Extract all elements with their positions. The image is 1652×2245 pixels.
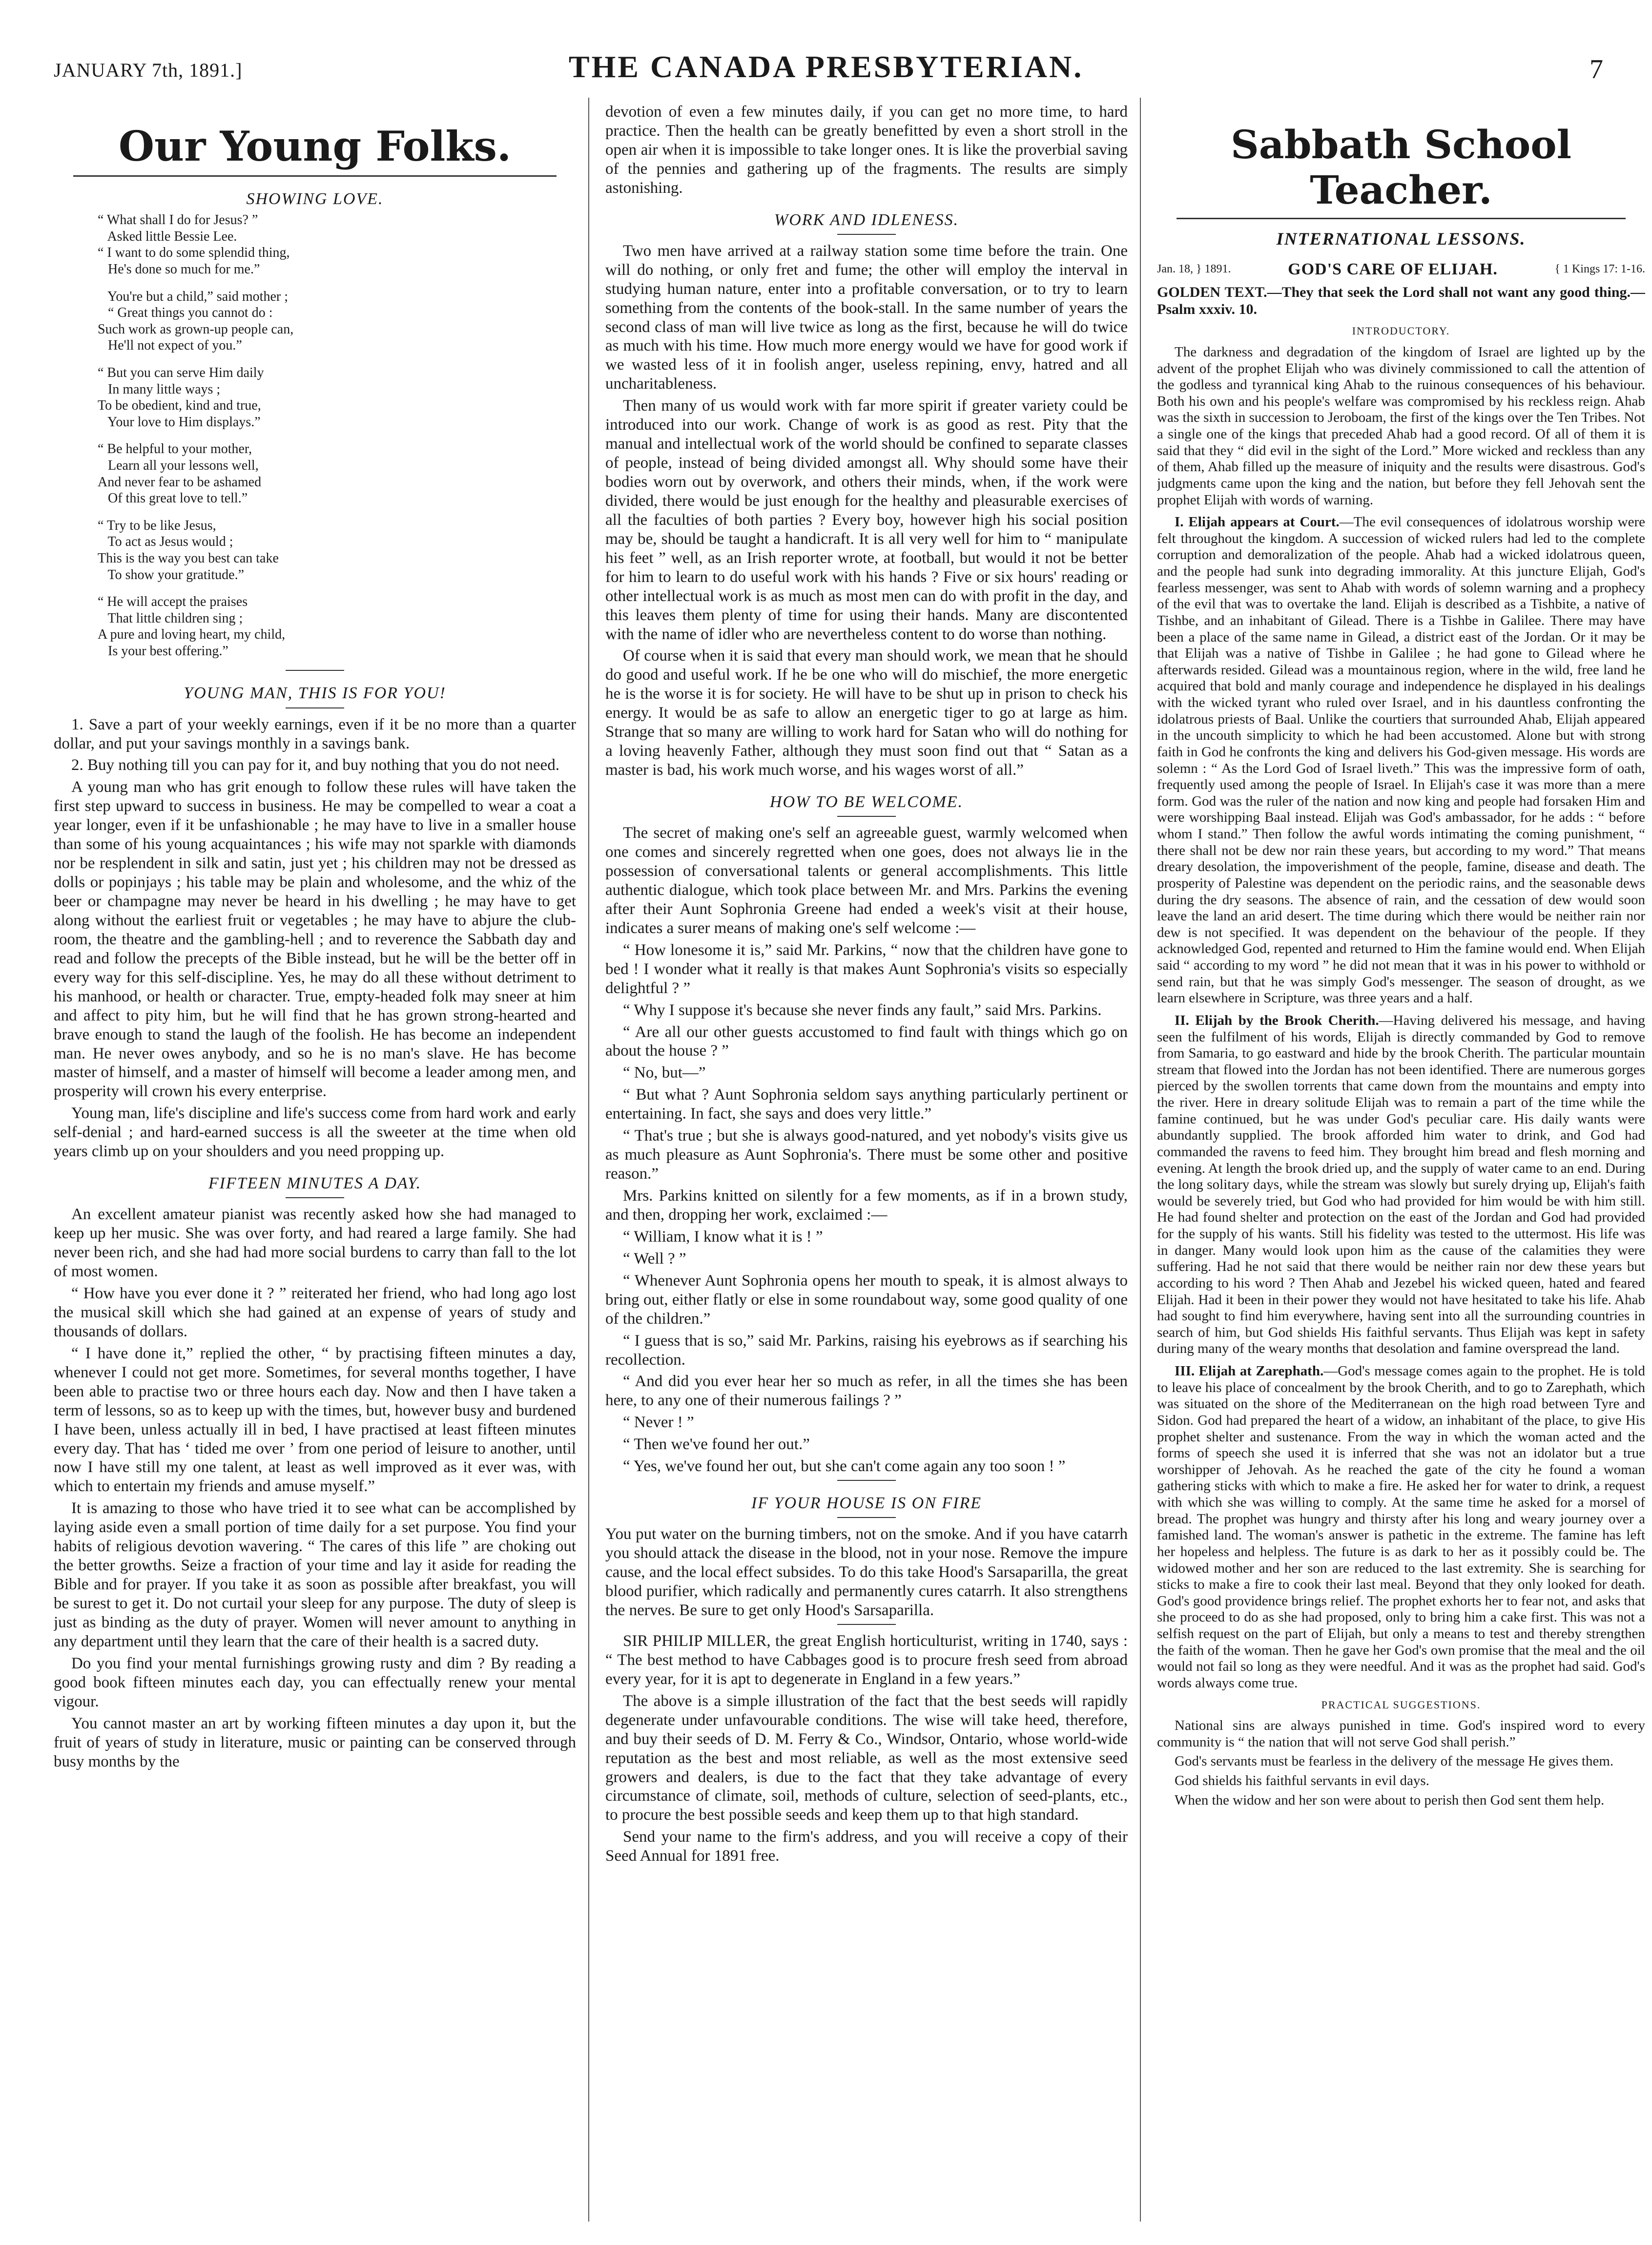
- practical-heading: PRACTICAL SUGGESTIONS.: [1321, 1698, 1481, 1711]
- poem-line: To be obedient, kind and true,: [98, 398, 261, 414]
- lesson-introduction: [1157, 344, 1645, 508]
- lesson-section-text: —God's message comes again to the prophet. He is told to leave his place of concealment by the brook Cherith, and to go to Zarephath, which was situated on the shore of the Mediterranean on the high road between Tyre and Sidon. God had prepared the heart of a widow, an inhabitant of the place, to give His prophet shelter and sustenance. From the way in which the woman acted and the forms of speech she used it is inferred that she was not an idolator but a true worshipper of Jehovah. As he reached the gate of the city he found a woman gathering sticks with which to make a fire. He asked her for water to drink, a request with which she was willing to comply. At the same time he asked for a morsel of bread. The prophet was hungry and thirsty after his long and weary journey over a famished land. The woman's answer is pathetic in the extreme. The famine has left her hopeless and helpless. The future is as dark to her as it possibly could be. The widowed mother and her son are reduced to the last extremity. She is searching for sticks to make a fire to cook their last meal. Beyond that they only looked for death. God's good providence brings relief. The prophet exhorts her to fear not, and asks that she proceed to do as she had proposed, only to bring him a cake first. This was not a selfish request on the part of Elijah, but only a means to test and thereby strengthen the faith of the woman. Then he gave her God's own promise that the meal and the oil would not fail so long as they were needful. And it was as the prophet had said. God's words always come true.: [1157, 1363, 1645, 1691]
- paragraph: Young man, life's discipline and life's success come from hard work and early self-denial ; and hard-earned success is all the sweeter at the time when old years climb up on your shoulders and you need propping up.: [54, 1104, 576, 1161]
- divider: [286, 1197, 344, 1198]
- poem: [98, 212, 576, 659]
- divider: [286, 707, 344, 708]
- divider: [1177, 218, 1626, 219]
- poem-line: “ I want to do some splendid thing,: [98, 245, 290, 261]
- article-body-welcome: [605, 824, 1128, 1476]
- page-header: [0, 0, 1652, 98]
- issue-date: JANUARY 7th, 1891.]: [54, 59, 243, 81]
- paragraph: “ How lonesome it is,” said Mr. Parkins, “ now that the children have gone to bed ! I wonder what it really is that makes Aunt Sophronia's visits so especially delightful ? ”: [605, 941, 1128, 997]
- lesson-header: [1157, 260, 1645, 279]
- article-body-miller: [605, 1632, 1128, 1866]
- lesson-section-heading: I. Elijah appears at Court.: [1175, 514, 1340, 530]
- paragraph: You put water on the burning timbers, not on the smoke. And if you have catarrh you should attack the disease in the blood, not in your nose. Remove the impure cause, and the local effect subsides. To do this take Hood's Sarsaparilla, the great blood purifier, which radically and permanently cures catarrh. It also strengthens the nerves. Be sure to get only Hood's Sarsaparilla.: [605, 1525, 1128, 1620]
- lesson-section: [1157, 1363, 1645, 1692]
- paragraph: Then many of us would work with far more spirit if greater variety could be introduced into our work. Change of work is as good as rest. Pity that the manual and intellectual work of the world should be confined to separate classes of people, instead of being divided amongst all. Why should some have their bodies worn out by overwork, and others their minds, when, if the work were divided, there would be just enough for the healthy and pleasurable exercises of all the faculties of both parties ? Every boy, however high his social position may be, should be taught a handicraft. It is all very well for him to “ manipulate his feet ” well, as an Irish reporter wrote, at football, but would it not be better for him to learn to do useful work with his hands ? Five or six hours' reading or other intellectual work is as much as most men can do with profit in the day, and this leaves them plenty of time for using their hands. Many are discontented with the name of idler who are nevertheless content to do worse than nothing.: [605, 397, 1128, 643]
- poem-line: He'll not expect of you.”: [98, 338, 242, 353]
- paragraph: “ I guess that is so,” said Mr. Parkins, raising his eyebrows as if searching his recollection.: [605, 1331, 1128, 1369]
- paragraph: “ Yes, we've found her out, but she can't come again any too soon ! ”: [623, 1457, 1066, 1476]
- paragraph: The above is a simple illustration of the fact that the best seeds will rapidly degenerate under unfavourable conditions. The wise will take heed, therefore, and buy their seeds of D. M. Ferry & Co., Windsor, Ontario, whose world-wide reputation as the best and most reliable, as well as the most extensive seed growers and dealers, is due to the fact that they take advantage of every circumstance of climate, soil, methods of culture, selection of seed-plants, etc., to procure the best possible seeds and keep them up to that high standard.: [605, 1692, 1128, 1824]
- poem-line: That little children sing ;: [98, 610, 243, 626]
- paragraph: “ Are all our other guests accustomed to find fault with things which go on about the house ? ”: [605, 1023, 1128, 1060]
- paragraph: The darkness and degradation of the kingdom of Israel are lighted up by the advent of the prophet Elijah who was divinely commissioned to call the attention of the godless and tyrannical king Ahab to the ruinous consequences of his behaviour. Both his own and his people's welfare was compromised by his reckless reign. Ahab was the sixth in succession to Jeroboam, the first of the kings over the Ten Tribes. Not a single one of the kings that preceded Ahab had a good record. Of all of them it is said that they “ did evil in the sight of the Lord.” More wicked and reckless than any of them, Ahab filled up the measure of iniquity and the results were disastrous. God's judgments came upon the king and the nation, but before they fell Jehovah sent the prophet Elijah with words of warning.: [1157, 344, 1645, 508]
- divider: [837, 1480, 896, 1481]
- lesson-section-text: —Having delivered his message, and having seen the fulfilment of his words, Elijah is directly commanded by God to remove from Samaria, to go eastward and hide by the brook Cherith. The particular mountain stream that flowed into the Jordan has not been identified. There are numerous gorges pierced by the swollen torrents that came down from the mountains and empty into the river. Here in dreary solitude Elijah was to remain a part of the time while the famine continued, but he was under God's peculiar care. His daily wants were abundantly supplied. The brook afforded him water to drink, and God had commanded the ravens to feed him. They brought him bread and flesh morning and evening. At length the brook dried up, and the supply of water came to an end. During the long solitary days, while the stream was slowly but surely drying up, Elijah's faith would be severely tried, but God who had provided for him would be with him still. He had found shelter and protection on the east of the Jordan and God had provided for the supply of his wants. Still his fidelity was tested to the uttermost. His life was in danger. Many would look upon him as the cause of the calamities they were suffering. Had he not said that there would be neither rain nor dew these years but according to his word ? Then Ahab and Jezebel his wicked queen, hated and feared Elijah. Had it been in their power they would not have hesitated to take his life. Ahab had sought to find him everywhere, having sent into all the surrounding countries in search of him, but God shields His faithful servants. Thus Elijah was kept in safety during many of the weary months that desolation and famine overspread the land.: [1157, 1012, 1645, 1357]
- article-heading-fifteen-minutes: FIFTEEN MINUTES A DAY.: [208, 1174, 422, 1193]
- poem-line: To act as Jesus would ;: [98, 534, 233, 550]
- introductory-heading: INTRODUCTORY.: [1352, 325, 1450, 337]
- poem-line: To show your gratitude.”: [98, 567, 245, 582]
- column-left: [54, 103, 576, 2217]
- poem-stanza: [98, 289, 576, 354]
- section-title-sabbath-school: Sabbath School Teacher.: [1230, 122, 1572, 213]
- divider: [837, 1517, 896, 1518]
- poem-line: Such work as grown-up people can,: [98, 321, 294, 337]
- section-title-young-folks: Our Young Folks.: [118, 122, 512, 170]
- paragraph: “ And did you ever hear her so much as refer, in all the times she has been here, to any one of their numerous failings ? ”: [605, 1372, 1128, 1410]
- poem-line: In many little ways ;: [98, 381, 221, 397]
- poem-line: You're but a child,” said mother ;: [98, 289, 288, 304]
- divider: [837, 234, 896, 235]
- poem-line: And never fear to be ashamed: [98, 474, 262, 490]
- paragraph: An excellent amateur pianist was recently asked how she had managed to keep up her music. She was over forty, and had reared a large family. She had never been rich, and she had had more social burdens to carry than fall to the lot of most women.: [54, 1206, 576, 1281]
- divider: [286, 670, 344, 671]
- poem-title: SHOWING LOVE.: [246, 190, 384, 208]
- poem-stanza: [98, 441, 576, 506]
- paragraph: “ William, I know what it is ! ”: [623, 1227, 823, 1246]
- divider: [73, 175, 557, 177]
- paragraph: You cannot master an art by working fifteen minutes a day upon it, but the fruit of years of study in literature, music or painting can be conserved through busy months by the: [54, 1714, 576, 1770]
- poem-line: Is your best offering.”: [98, 643, 228, 659]
- paragraph: A young man who has grit enough to follow these rules will have taken the first step upward to success in business. He may be compelled to wear a coat a year longer, even if it be unfashionable ; he may have to live in a smaller house than some of his young acquaintances ; his wife may not sparkle with diamonds nor be resplendent in silk and satin, just yet ; his children may not be dressed as dolls or popinjays ; his table may be plain and wholesome, and the whiz of the beer or champagne may never be heard in his dwelling ; he may have to get along without the earliest fruit or vegetables ; he may have to abjure the club-room, the theatre and the gambling-hell ; and to reverence the Sabbath day and read and follow the precepts of the Bible instead, but he will be the better off in every way for this self-discipline. Yes, he may do all these without detriment to his manhood, or health or character. True, empty-headed folk may sneer at him and affect to pity him, but he will find that he has grown strong-hearted and brave enough to stand the laugh of the foolish. He has become an independent man. He never owes anybody, and so he is no man's slave. He has become master of himself, and a master of himself will become a leader among men, and prosperity will crown his every enterprise.: [54, 778, 576, 1101]
- paragraph: 2. Buy nothing till you can pay for it, and buy nothing that you do not need.: [71, 756, 559, 774]
- page-number: 7: [1590, 54, 1603, 84]
- article-body-young-man: [54, 715, 576, 1162]
- column-divider: [1140, 98, 1141, 2222]
- paragraph: “ Never ! ”: [623, 1414, 694, 1432]
- poem-stanza: [98, 365, 576, 430]
- divider: [837, 1624, 896, 1625]
- lesson-section: [1157, 514, 1645, 1007]
- poem-line: This is the way you best can take: [98, 550, 279, 566]
- lesson-sections: [1157, 514, 1645, 1691]
- poem-line: Of this great love to tell.”: [98, 491, 248, 506]
- column-divider: [588, 98, 589, 2222]
- article-body-work: [605, 242, 1128, 780]
- paragraph: “ But what ? Aunt Sophronia seldom says anything particularly pertinent or entertaining. In fact, she says and does very little.”: [605, 1086, 1128, 1123]
- article-heading-fire: IF YOUR HOUSE IS ON FIRE: [751, 1494, 982, 1513]
- poem-line: “ He will accept the praises: [98, 594, 248, 610]
- poem-line: A pure and loving heart, my child,: [98, 627, 286, 643]
- paragraph: “ Whenever Aunt Sophronia opens her mouth to speak, it is almost always to bring out, either flatly or else in some roundabout way, some good quality of one of the children.”: [605, 1271, 1128, 1328]
- poem-line: Learn all your lessons well,: [98, 457, 259, 473]
- paragraph: “ That's true ; but she is always good-natured, and yet nobody's visits give us as much pleasure as Aunt Sophronia's. There must be some other and positive reason.”: [605, 1127, 1128, 1183]
- paragraph: The secret of making one's self an agreeable guest, warmly welcomed when one comes and sincerely regretted when one goes, does not always lie in the possession of conversational talents or general accomplishments. This little authentic dialogue, which took place between Mr. and Mrs. Parkins the evening after their Aunt Sophronia Greene had ended a week's visit at their house, indicates a surer means of making one's self welcome :—: [605, 824, 1128, 937]
- poem-line: “ But you can serve Him daily: [98, 365, 264, 380]
- lesson-section: [1157, 1013, 1645, 1357]
- paragraph: 1. Save a part of your weekly earnings, even if it be no more than a quarter dollar, and put your savings monthly in a savings bank.: [54, 715, 576, 752]
- paragraph: Mrs. Parkins knitted on silently for a few moments, as if in a brown study, and then, dropping her work, exclaimed :—: [605, 1187, 1128, 1224]
- lesson-section-heading: III. Elijah at Zarephath.: [1175, 1363, 1324, 1379]
- poem-stanza: [98, 594, 576, 659]
- paragraph: “ No, but—”: [623, 1064, 706, 1082]
- poem-line: Your love to Him displays.”: [98, 414, 261, 430]
- paragraph: Do you find your mental furnishings growing rusty and dim ? By reading a good book fifteen minutes each day, you can effectually renew your mental vigour.: [54, 1654, 576, 1710]
- lesson-reference: { 1 Kings 17: 1-16.: [1554, 263, 1645, 276]
- paragraph: Two men have arrived at a railway station some time before the train. One will do nothing, or only fret and fume; the other will employ the interval in studying human nature, enter into a profitable conversation, or to try to learn something from the contents of the book-stall. In the same number of years the second class of man will live twice as long as the first, because he will do twice as much with his time. How much more energy would we have for good work if we wasted less of it in foolish anger, useless repining, envy, hatred and all uncharitableness.: [605, 242, 1128, 393]
- paragraph: National sins are always punished in time. God's inspired word to every community is “ the nation that will not serve God shall perish.”: [1157, 1718, 1645, 1750]
- column-right: [1157, 103, 1645, 2217]
- poem-line: “ Great things you cannot do :: [98, 305, 273, 321]
- lesson-section-heading: II. Elijah by the Brook Cherith.: [1175, 1012, 1379, 1028]
- paragraph: SIR PHILIP MILLER, the great English horticulturist, writing in 1740, says : “ The best method to have Cabbages good is to procure fresh seed from abroad every year, for it is apt to degenerate in England in a few years.”: [605, 1632, 1128, 1688]
- practical-suggestions: [1157, 1718, 1645, 1808]
- poem-line: “ What shall I do for Jesus? ”: [98, 212, 258, 228]
- poem-stanza: [98, 212, 576, 277]
- paragraph: Of course when it is said that every man should work, we mean that he should do good and useful work. If he be one who will do mischief, the more energetic he is the worse it is for society. He will have to be shut up in prison to check his energy. It would be as safe to allow an energetic tiger to go at large as him. Strange that so many are willing to work hard for Satan who will do nothing for a loving heavenly Father, although they must soon find out that “ Satan as a master is bad, his work much worse, and his wages worst of all.”: [605, 647, 1128, 779]
- article-body-fifteen-minutes: [54, 1205, 576, 1771]
- paragraph: Send your name to the firm's address, and you will receive a copy of their Seed Annual for 1891 free.: [605, 1828, 1128, 1865]
- article-heading-work: WORK AND IDLENESS.: [774, 210, 959, 229]
- paragraph: “ Then we've found her out.”: [623, 1435, 810, 1454]
- poem-line: Asked little Bessie Lee.: [98, 229, 237, 244]
- paragraph: When the widow and her son were about to perish then God sent them help.: [1175, 1792, 1605, 1808]
- paragraph: devotion of even a few minutes daily, if you can get no more time, to hard practice. Then the health can be greatly benefitted by even a short stroll in the open air when it is impossible to take longer ones. It is like the proverbial saving of the pennies and gathering up of the fragments. The results are simply astonishing.: [605, 103, 1128, 197]
- paragraph: God shields his faithful servants in evil days.: [1175, 1772, 1429, 1788]
- poem-line: “ Try to be like Jesus,: [98, 518, 216, 533]
- divider: [837, 816, 896, 817]
- paragraph: It is amazing to those who have tried it to see what can be accomplished by laying aside even a small portion of time daily for a set purpose. You find your habits of religious devotion wavering. “ The cares of this life ” are choking out the better growths. Seize a fraction of your time and lay it aside for reading the Bible and for prayer. If you take it as soon as possible after breakfast, you will be surest to get it. Do not curtail your sleep for any purpose. The duty of sleep is just as binding as the duty of prayer. Women will never amount to anything in any department until they learn that the care of their health is a sacred duty.: [54, 1499, 576, 1650]
- article-heading-young-man: YOUNG MAN, THIS IS FOR YOU!: [184, 684, 446, 703]
- lesson-title: GOD'S CARE OF ELIJAH.: [1288, 260, 1498, 279]
- lesson-section-text: —The evil consequences of idolatrous worship were felt throughout the kingdom. A succession of wicked rulers had led to the complete corruption and demoralization of the people. Ahab had a wicked idolatrous queen, and the people had sunk into degrading immorality. At this juncture Elijah, God's fearless messenger, was sent to Ahab with words of solemn warning and a prophecy of the evil that was to overtake the land. Elijah is described as a Tishbite, a native of Tishbe, and an inhabitant of Gilead. There is a Tishbe in Galilee. There may have been a place of the same name in Gilead, a district east of the Jordan. Or it may be that Elijah was a native of Tishbe in Galilee ; he had gone to Gilead where he afterwards resided. Gilead was a mountainous region, where in the wild, free land he acquired that bold and manly courage and independence he displayed in his dealings with the wicked tyrant who ruled over Israel, and in his dauntless confronting the idolatrous priests of Baal. Unlike the courtiers that surrounded Ahab, Elijah appeared in the uncouth simplicity to which he had been accustomed. Alone but with strong faith in God he confronts the king and delivers his God-given message. His words are solemn : “ As the Lord God of Israel liveth.” This was the impressive form of oath, frequently used among the people of Israel. In Elijah's case it was more than a mere form. God was the ruler of the nation and now king and people had forsaken Him and were worshipping Baal instead. Elijah was God's ambassador, for he adds : “ before whom I stand.” Then follow the awful words intimating the coming punishment, “ there shall not be dew nor rain these years, but according to my word.” That means dreary desolation, the impoverishment of the people, famine, disease and death. The prosperity of Palestine was dependent on the periodic rains, and the seasonable dews during the dry seasons. The absence of rain, and the cessation of dew would soon leave the land an arid desert. The time during which there would be neither rain nor dew is not specified. It was dependent on the behaviour of the people. If they acknowledged God, repented and returned to Him the famine would end. When Elijah said “ according to my word ” he did not mean that it was in his power to withhold or send rain, but that he was simply God's messenger. The season of drought, as we learn elsewhere in Scripture, was three years and a half.: [1157, 514, 1645, 1006]
- article-continuation: [605, 103, 1128, 198]
- section-subtitle: INTERNATIONAL LESSONS.: [1276, 229, 1526, 249]
- article-body-fire: [605, 1525, 1128, 1620]
- paragraph: “ Why I suppose it's because she never finds any fault,” said Mrs. Parkins.: [623, 1001, 1102, 1019]
- paragraph: God's servants must be fearless in the delivery of the message He gives them.: [1175, 1753, 1614, 1769]
- poem-line: “ Be helpful to your mother,: [98, 441, 252, 457]
- newspaper-title: THE CANADA PRESBYTERIAN.: [568, 49, 1084, 84]
- paragraph: “ How have you ever done it ? ” reiterated her friend, who had long ago lost the musical skill which she had gained at an expense of years of study and thousands of dollars.: [54, 1285, 576, 1340]
- lesson-date: Jan. 18, } 1891.: [1157, 263, 1231, 276]
- article-heading-welcome: HOW TO BE WELCOME.: [769, 793, 964, 811]
- column-middle: [605, 103, 1128, 2217]
- poem-stanza: [98, 518, 576, 583]
- paragraph: “ Well ? ”: [623, 1249, 686, 1268]
- paragraph: “ I have done it,” replied the other, “ by practising fifteen minutes a day, whenever I could not get more. Sometimes, for several months together, I have been able to practise two or three hours each day. Now and then I have taken a term of lessons, so as to keep up with the times, but, however busy and burdened I have been, unless actually ill in bed, I have practised at least fifteen minutes every day. That has ‘ tided me over ’ from one period of leisure to another, until now I have still my one talent, at least as well improved as it ever was, with which to entertain my friends and amuse myself.”: [54, 1344, 576, 1496]
- poem-line: He's done so much for me.”: [98, 262, 260, 277]
- golden-text: GOLDEN TEXT.—They that seek the Lord shall not want any good thing.—Psalm xxxiv. 10.: [1157, 284, 1645, 317]
